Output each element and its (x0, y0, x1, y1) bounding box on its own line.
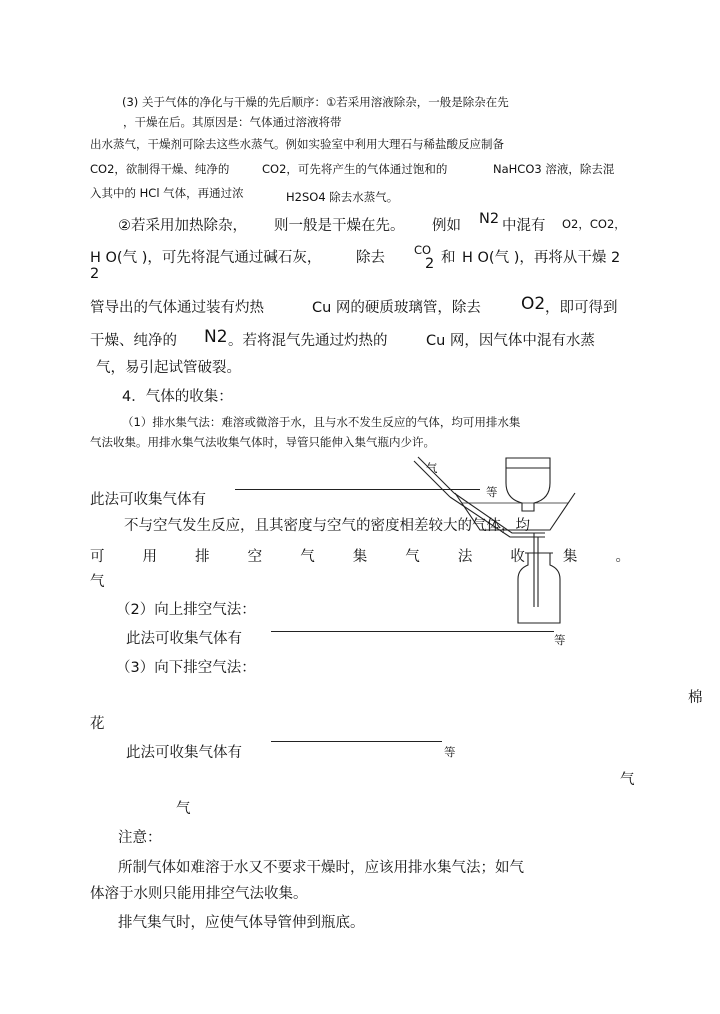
p4-o2: O2 (521, 294, 546, 314)
p4-line1e: O2，CO2， (562, 217, 626, 231)
p3-line4c: NaHCO3 溶液，除去混 (493, 162, 615, 176)
p3-line1: (3) 关于气体的净化与干燥的先后顺序：①若采用溶液除杂，一般是除杂在先 (122, 95, 509, 109)
p3-line4a: CO2，欲制得干燥、纯净的 (90, 162, 230, 176)
p4-line6: 气，易引起试管破裂。 (96, 360, 241, 376)
method1-answer-blank (235, 489, 480, 490)
method2-collect-label: 此法可收集气体有 (126, 631, 242, 647)
p4-n2: N2 (479, 211, 500, 227)
p4-line4a: 管导出的气体通过装有灼热 (90, 300, 264, 316)
p4-line4b: Cu 网的硬质玻璃管，除去 (312, 300, 481, 316)
air-line2-char: 排 (195, 549, 210, 565)
air-line2-char: 气 (405, 549, 420, 565)
p4-line1b: 则一般是干燥在先。 (274, 218, 405, 234)
p4-line2a: H O(气 )，可先将混气通过碱石灰， (90, 250, 322, 266)
gas-label-right: 气 (620, 772, 635, 788)
p4-line1a: ②若采用加热除杂， (118, 218, 247, 234)
method2-answer-blank (271, 631, 554, 632)
p3-line5a: 入其中的 HCl 气体，再通过浓 (90, 186, 244, 200)
p4-line1d: 中混有 (502, 218, 546, 234)
air-line2-char: 可 (90, 549, 105, 565)
air-line2-char: 集 (562, 549, 578, 565)
note-line2: 体溶于水则只能用排空气法收集。 (90, 886, 308, 902)
air-line2-char: 气 (300, 549, 315, 565)
air-line2-char: 法 (457, 549, 473, 565)
air-method-line2 (90, 545, 630, 566)
cotton-label-hua: 花 (90, 716, 105, 732)
p3-line4b: CO2，可先将产生的气体通过饱和的 (262, 162, 448, 176)
p4-line2c: 和 (441, 250, 456, 266)
cotton-label-mian: 棉 (688, 690, 703, 706)
p4-line2b: 除去 (356, 250, 385, 266)
p4-line5a: 干燥、纯净的 (90, 333, 177, 349)
p4-line1c: 例如 (432, 218, 461, 234)
gas-label-bottom: 气 (176, 801, 191, 817)
section4-heading: 4．气体的收集： (122, 389, 233, 405)
method2-title: （2）向上排空气法： (116, 602, 256, 618)
method1-deng: 等 (486, 485, 498, 499)
method2-deng: 等 (554, 633, 566, 647)
method1-collect-label: 此法可收集气体有 (90, 492, 206, 508)
air-line2-char: 。 (615, 549, 630, 565)
note-title: 注意： (118, 830, 162, 846)
air-line2-char: 收 (510, 549, 525, 565)
p4-line3: 2 (90, 266, 100, 282)
air-method-line1: 不与空气发生反应，且其密度与空气的密度相差较大的气体，均 (124, 518, 530, 534)
gas-left-label: 气 (90, 574, 105, 590)
p4-n2b: N2 (204, 327, 228, 347)
note-line3: 排气集气时，应使气体导管伸到瓶底。 (118, 915, 365, 931)
p4-line5c: Cu 网，因气体中混有水蒸 (426, 333, 595, 349)
p3-line3: 出水蒸气，干燥剂可除去这些水蒸气。例如实验室中利用大理石与稀盐酸反应制备 (90, 137, 504, 151)
air-line2-char: 用 (142, 549, 158, 565)
method3-collect-label: 此法可收集气体有 (126, 745, 242, 761)
note-line1: 所制气体如难溶于水又不要求干燥时，应该用排水集气法；如气 (118, 860, 524, 876)
p4-line2d: H O(气 )，再将从干燥 2 (462, 250, 621, 266)
figure-gas-label: 气 (426, 461, 438, 475)
method1-line2: 气法收集。用排水集气法收集气体时，导管只能伸入集气瓶内少许。 (90, 435, 435, 449)
method3-title: （3）向下排空气法： (116, 660, 256, 676)
air-line2-char: 集 (352, 549, 368, 565)
air-line2-char: 空 (247, 549, 263, 565)
method3-answer-blank (271, 741, 442, 742)
p4-line5b: 。若将混气先通过灼热的 (228, 333, 388, 349)
p3-line5b: H2SO4 除去水蒸气。 (286, 190, 399, 204)
p4-line4c: ，即可得到 (545, 300, 618, 316)
p4-co-sub: 2 (425, 256, 435, 272)
method3-deng: 等 (444, 745, 456, 759)
method1-line1: （1）排水集气法：难溶或微溶于水，且与水不发生反应的气体，均可用排水集 (122, 415, 521, 429)
p3-line2: ，干燥在后。其原因是：气体通过溶液将带 (123, 115, 342, 129)
p4-co: CO (414, 243, 432, 257)
